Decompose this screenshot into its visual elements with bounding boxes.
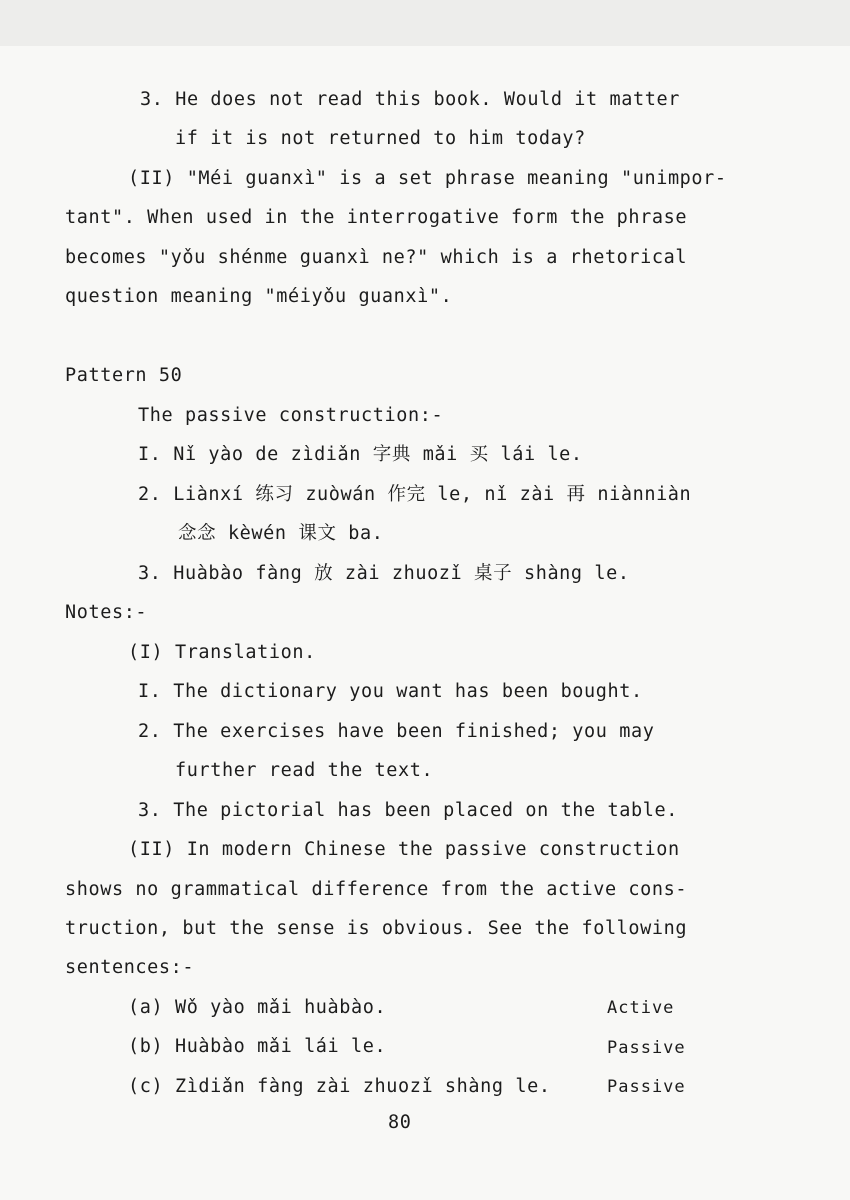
text-line: becomes "yǒu shénme guanxì ne?" which is a rhetorical [65,247,688,268]
text-line: (I) Translation. [128,642,316,663]
example-sentence: 3. Huàbào fàng 放 zài zhuozǐ 桌子 shàng le. [138,563,630,584]
scan-top-edge [0,0,850,46]
notes-heading: Notes:- [65,602,148,623]
example-sentence: 2. Liànxí 练习 zuòwán 作完 le, nǐ zài 再 niànniàn [138,484,692,505]
text-line: shows no grammatical difference from the active cons- [65,879,688,900]
text-line: (II) In modern Chinese the passive construction [128,839,680,860]
text-line: (II) "Méi guanxì" is a set phrase meaning "unimpor- [128,168,727,189]
example-sentence: (a) Wǒ yào mǎi huàbào. [128,997,387,1018]
text-line: question meaning "méiyǒu guanxì". [65,286,453,307]
text-line: I. The dictionary you want has been bought. [138,681,643,702]
example-sentence: I. Nǐ yào de zìdiǎn 字典 mǎi 买 lái le. [138,444,583,465]
text-line: tant". When used in the interrogative form the phrase [65,207,688,228]
voice-annotation-passive: Passive [607,1038,686,1058]
text-line: if it is not returned to him today? [175,128,586,149]
voice-annotation-passive: Passive [607,1077,686,1097]
example-sentence: (c) Zìdiǎn fàng zài zhuozǐ shàng le. [128,1076,551,1097]
text-line: sentences:- [65,957,195,978]
pattern-heading: Pattern 50 [65,365,183,386]
page-number: 80 [388,1112,412,1133]
text-line: 3. The pictorial has been placed on the table. [138,800,678,821]
example-sentence: 念念 kèwén 课文 ba. [178,523,384,544]
text-line: further read the text. [175,760,434,781]
text-line: 3. He does not read this book. Would it matter [140,89,680,110]
text-line: The passive construction:- [138,405,444,426]
text-line: truction, but the sense is obvious. See the following [65,918,688,939]
example-sentence: (b) Huàbào mǎi lái le. [128,1036,387,1057]
voice-annotation-active: Active [607,998,675,1018]
text-line: 2. The exercises have been finished; you may [138,721,655,742]
